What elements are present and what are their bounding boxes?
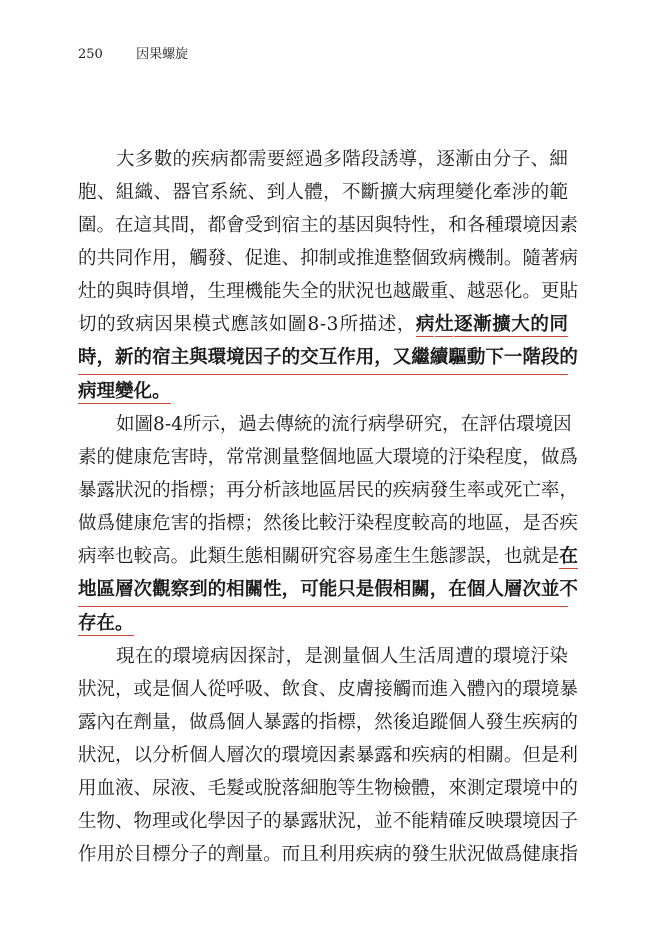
text-line: 的 共 同 作 用 ， 觸 發 、 促 進 、 抑 制 或 推 進 整 個 致 病 機 制 。 隨 著 病: [78, 248, 578, 269]
text-line: 存 在 。: [78, 609, 568, 642]
page-number: 250: [78, 47, 103, 62]
text-line: 作 用 於 目 標 分 子 的 劑 量 。 而 且 利 用 疾 病 的 發 生 狀 況 做 爲 健 康 指: [78, 844, 578, 865]
text-line: 暴 露 狀 況 的 指 標 ； 再 分 析 該 地 區 居 民 的 疾 病 發 生 率 或 死 亡 率 ，: [78, 480, 578, 501]
text-line: 狀 況 ， 或 是 個 人 從 呼 吸 、 飲 食 、 皮 膚 接 觸 而 進 入 體 內 的 環 境 暴: [78, 679, 578, 700]
book-title: 因果螺旋: [136, 47, 189, 62]
text-line: 露 內 在 劑 量 ， 做 爲 個 人 暴 露 的 指 標 ， 然 後 追 蹤 個 人 發 生 疾 病 的: [78, 712, 578, 733]
text-line: 狀 況 ， 以 分 析 個 人 層 次 的 環 境 因 素 暴 露 和 疾 病 的 相 關 。 但 是 利: [78, 745, 578, 766]
text-line: 切 的 致 病 因 果 模 式 應 該 如 圖 8 - 3 所 描 述 ， 病 灶 逐 漸 擴 大 的 同: [78, 310, 568, 343]
text-line: 時 ， 新 的 宿 主 與 環 境 因 子 的 交 互 作 用 ， 又 繼 續 驅 動 下 一 階 段 的: [78, 343, 568, 375]
text-line: 大 多 數 的 疾 病 都 需 要 經 過 多 階 段 誘 導 ， 逐 漸 由 分 子 、 細: [116, 149, 568, 170]
body-text: [78, 145, 578, 873]
text-line: 如 圖 8 - 4 所 示 ， 過 去 傳 統 的 流 行 病 學 研 究 ， 在 評 估 環 境 因: [116, 414, 572, 435]
text-line: 圍 。 在 這 其 間 ， 都 會 受 到 宿 主 的 基 因 與 特 性 ， 和 各 種 環 境 因 素: [78, 215, 578, 236]
text-line: 素 的 健 康 危 害 時 ， 常 常 測 量 整 個 地 區 大 環 境 的 汙 染 程 度 ， 做 爲: [78, 447, 578, 468]
running-header: [78, 47, 188, 63]
text-line: 現 在 的 環 境 病 因 探 討 ， 是 測 量 個 人 生 活 周 遭 的 環 境 汙 染: [116, 646, 568, 667]
text-line: 胞 、 組 織 、 器 官 系 統 、 到 人 體 ， 不 斷 擴 大 病 理 變 化 牽 涉 的 範: [78, 182, 568, 203]
text-line: 灶 的 與 時 俱 增 ， 生 理 機 能 失 全 的 狀 況 也 越 嚴 重 、 越 惡 化 。 更 貼: [78, 281, 578, 302]
text-line: 病 理 變 化 。: [78, 377, 568, 410]
text-line: 生 物 、 物 理 或 化 學 因 子 的 暴 露 狀 況 ， 並 不 能 精 確 反 映 環 境 因 子: [78, 811, 578, 832]
text-line: 做 爲 健 康 危 害 的 指 標 ； 然 後 比 較 汙 染 程 度 較 高 的 地 區 ， 是 否 疾: [78, 513, 578, 534]
text-line: 病 率 也 較 高 。 此 類 生 態 相 關 研 究 容 易 產 生 生 態 謬 誤 ， 也 就 是 在: [78, 542, 568, 575]
text-line: 地 區 層 次 觀 察 到 的 相 關 性 ， 可 能 只 是 假 相 關 ， 在 個 人 層 次 並 不: [78, 575, 568, 607]
text-line: 用 血 液 、 尿 液 、 毛 髮 或 脫 落 細 胞 等 生 物 檢 體 ， 來 測 定 環 境 中 的: [78, 778, 578, 799]
